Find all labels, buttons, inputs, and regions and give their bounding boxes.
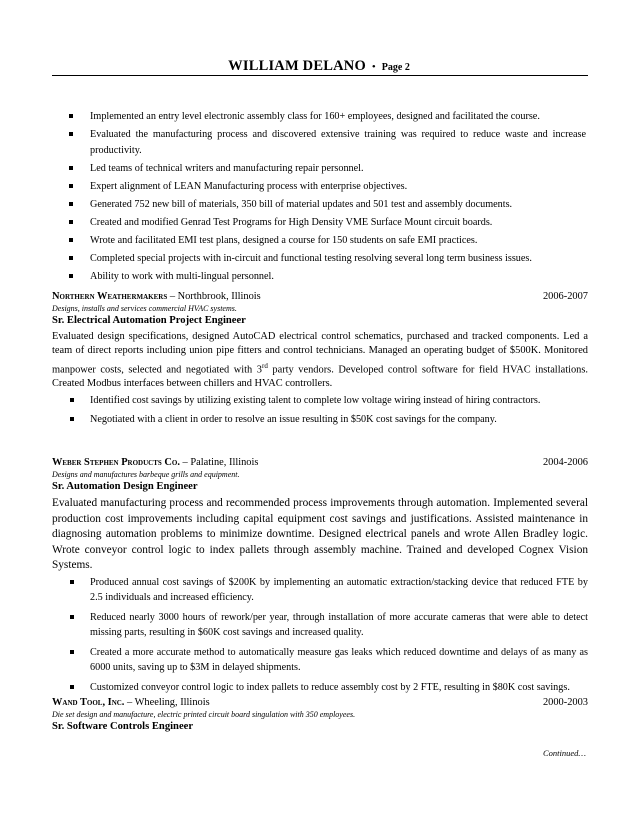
list-item: Created a more accurate method to automatically measure gas leaks which reduced downtime and delays of as many as 6000 units, saving up to $3M in delayed shipments.	[90, 645, 588, 676]
page-number: Page 2	[381, 62, 410, 73]
job-achievements	[90, 575, 588, 696]
job-title: Sr. Software Controls Engineer	[52, 721, 194, 732]
bullet-icon	[69, 238, 73, 242]
job-wand-tool	[52, 696, 588, 733]
list-item: Generated 752 new bill of materials, 350 bill of material updates and 501 test and assembly documents.	[90, 197, 586, 213]
job-achievements	[90, 393, 588, 428]
bullet-icon	[69, 184, 73, 188]
job-dates: 2000-2003	[542, 697, 588, 708]
list-item: Implemented an entry level electronic assembly class for 160+ employees, designed and facilitated the course.	[90, 109, 586, 125]
list-item: Produced annual cost savings of $200K by implementing an automatic extraction/stacking device that reduced FTE by 2.5 individuals and increased efficiency.	[90, 575, 588, 606]
job-title: Sr. Automation Design Engineer	[52, 481, 198, 492]
company-name: Wand Tool, Inc.	[52, 697, 125, 708]
bullet-icon	[70, 398, 74, 402]
bullet-icon	[69, 166, 73, 170]
prior-role-achievements	[90, 109, 586, 287]
bullet-icon	[69, 256, 73, 260]
job-header	[52, 696, 588, 709]
bullet-icon	[70, 580, 74, 584]
list-item: Customized conveyor control logic to index pallets to reduce assembly cost by 2 FTE, resulting in $80K cost savings.	[90, 680, 588, 696]
job-northern-weathermakers	[52, 290, 588, 432]
job-weber-stephen	[52, 456, 588, 699]
company-location: – Northbrook, Illinois	[167, 291, 261, 302]
continued-note: Continued…	[543, 748, 586, 758]
bullet-icon	[69, 132, 73, 136]
list-item: Reduced nearly 3000 hours of rework/per year, through installation of more accurate cameras that were able to detect missing parts, resulting in $60K cost savings and increased quality.	[90, 610, 588, 641]
job-title: Sr. Electrical Automation Project Engineer	[52, 315, 246, 326]
bullet-icon	[70, 685, 74, 689]
company-description: Designs, installs and services commercial HVAC systems.	[52, 304, 237, 313]
bullet-icon	[69, 114, 73, 118]
bullet-icon	[70, 615, 74, 619]
header-separator: •	[371, 61, 376, 73]
page-header	[0, 57, 638, 75]
company-name: Northern Weathermakers	[52, 291, 168, 302]
list-item: Identified cost savings by utilizing existing talent to complete low voltage wiring instead of hiring contractors.	[90, 393, 588, 409]
list-item: Negotiated with a client in order to resolve an issue resulting in $50K cost savings for the company.	[90, 412, 588, 428]
list-item: Created and modified Genrad Test Programs for High Density VME Surface Mount circuit boards.	[90, 215, 586, 231]
company-location: – Palatine, Illinois	[179, 457, 259, 468]
company-description: Designs and manufactures barbeque grills and equipment.	[52, 470, 240, 479]
list-item: Wrote and facilitated EMI test plans, designed a course for 150 students on safe EMI practices.	[90, 233, 586, 249]
list-item: Evaluated the manufacturing process and discovered extensive training was required to reduce waste and increase productivity.	[90, 127, 586, 158]
job-summary: Evaluated design specifications, designed AutoCAD electrical control schematics, purchased and tracked components. Led a team of direct reports including union pipe fitters and control technicians. Managed an operating budget of $500K. Monitored manpower costs, selected and negotiated with 3rd party vendors. Developed control software for field HVAC installations. Created Modbus interfaces between chillers and HVAC controllers.	[52, 331, 588, 390]
list-item: Completed special projects with in-circuit and functional testing resolving several long term business issues.	[90, 251, 586, 267]
job-dates: 2004-2006	[542, 457, 588, 468]
bullet-icon	[69, 274, 73, 278]
job-header	[52, 456, 588, 469]
company-description: Die set design and manufacture, electric printed circuit board singulation with 350 employees.	[52, 710, 356, 719]
company-location: – Wheeling, Illinois	[124, 697, 210, 708]
list-item: Expert alignment of LEAN Manufacturing process with enterprise objectives.	[90, 179, 586, 195]
bullet-icon	[69, 202, 73, 206]
bullet-icon	[70, 417, 74, 421]
bullet-icon	[70, 650, 74, 654]
bullet-icon	[69, 220, 73, 224]
list-item: Led teams of technical writers and manufacturing repair personnel.	[90, 161, 586, 177]
candidate-name: WILLIAM DELANO	[228, 58, 366, 74]
job-header	[52, 290, 588, 303]
list-item: Ability to work with multi-lingual personnel.	[90, 269, 586, 285]
company-name: Weber Stephen Products Co.	[52, 457, 180, 468]
header-rule	[52, 75, 588, 76]
job-summary: Evaluated manufacturing process and recommended process improvements through automation. Implemented several production cost improvements including capital equipment cost savings and justifications. Assisted maintenance in diagnosing automation problems to minimize downtime. Designed electrical panels and wrote Allen Bradley logic. Wrote conveyor control logic to index pallets through assembly machine. Trained and developed Cognex Vision Systems.	[52, 497, 588, 571]
job-dates: 2006-2007	[542, 291, 588, 302]
